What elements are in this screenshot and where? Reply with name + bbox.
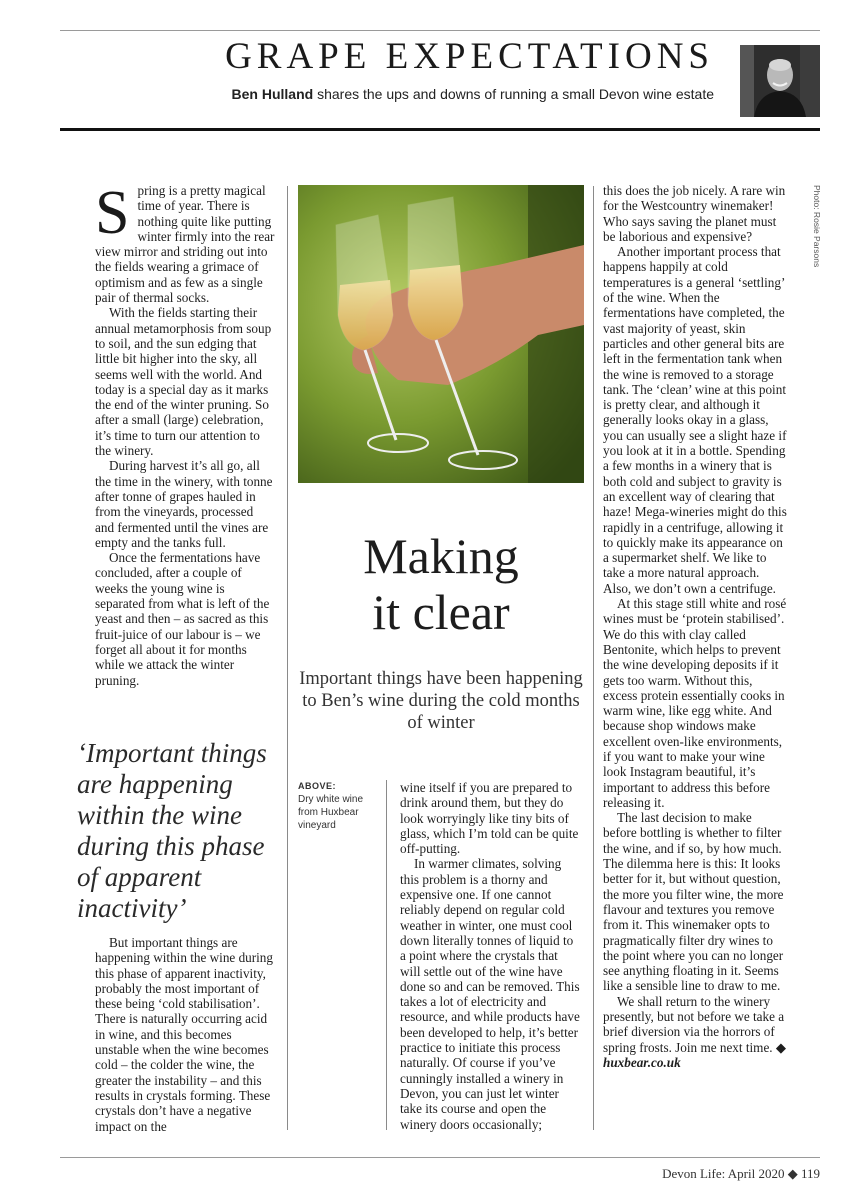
paragraph: this does the job nicely. A rare win for the Westcountry winemaker! Who says saving the planet must be laborious and expensive? [603,183,786,244]
author-name: Ben Hulland [231,86,314,102]
footer-rule [60,1157,820,1158]
headline [298,528,584,640]
paragraph: wine itself if you are prepared to drink around them, but they do look worryingly like tiny bits of glass, which I’m told can be quite off-putting. [400,780,579,857]
photo-caption [298,780,378,832]
photo-credit: Photo: Rosie Parsons [812,185,822,268]
column-divider [386,780,387,1130]
standfirst-text: shares the ups and downs of running a small Devon wine estate [313,86,714,102]
paragraph: But important things are happening within the wine during this phase of apparent inactivity, probably the most important of these being ‘cold stabilisation’. There is naturally occurring acid in wine, and this becomes unstable when the wine becomes cold – the colder the wine, the greater the instability – and this results in crystals forming. These crystals don’t have a negative impact on the [95,935,273,1134]
headline-line: Making [363,528,519,584]
headline-line: it clear [372,584,510,640]
paragraph: We shall return to the winery presently, but not before we take a brief diversion via the horrors of spring frosts. Join me next time. ◆ [603,993,787,1055]
caption-text: Dry white wine from Huxbear vineyard [298,794,364,831]
deck: Important things have been happening to Ben’s wine during the cold months of winter [299,669,583,733]
page-footer: Devon Life: April 2020 ◆ 119 [662,1166,820,1181]
section-title: GRAPE EXPECTATIONS [225,36,714,77]
paragraph: With the fields starting their annual metamorphosis from soup to soil, and the sun edging that little bit higher into the sky, all seems well with the world. And today is a special day as it marks the end of the winter pruning. So after a small (large) celebration, it’s time to turn our attention to the winery. [95,305,272,459]
top-rule [60,30,820,31]
paragraph: Another important process that happens happily at cold temperatures is a general ‘settling’ of the wine. When the fermentations have completed, the vast majority of yeast, skin particles and other general bits are left in the fermentation tank when the wine is removed to a storage tank. The ‘clean’ wine at this point is pretty clear, and although it generally looks okay in a glass, you can usually see a slight haze if you look at it in a bottle. Spending a few months in a winery that is both cold and subject to gravity is an excellent way of clearing that haze! Mega-wineries might do this rapidly in a centrifuge, allowing it to quickly make its appearance on a supermarket shelf. We like to take a more natural approach. Also, we don’t own a centrifuge. [603,244,787,596]
paragraph: pring is a pretty magical time of year. There is nothing quite like putting winter firmly into the rear view mirror and striding out into the fields wearing a grimace of optimism and as few as a single pair of thermal socks. [95,183,275,306]
column-divider [287,186,288,1130]
column-2 [400,780,580,1132]
column-divider [593,186,594,1130]
paragraph: During harvest it’s all go, all the time in the winery, with tonne after tonne of grapes hauled in from the vineyards, processed and fermented until the vines are empty and the tanks full. [95,458,273,550]
column-3 [603,183,787,1070]
pull-quote: ‘Important things are happening within the wine during this phase of apparent inactivity’ [77,738,267,923]
paragraph: The last decision to make before bottling is whether to filter the wine, and if so, by how much. The dilemma here is this: It looks better for it, but without question, the more you filter wine, the more flavour and textures you remove from it. This winemaker opts to pragmatically filter dry wines to the point where you can no longer see anything floating in it. Seems like a sensible line to draw to me. [603,810,784,994]
paragraph: Once the fermentations have concluded, after a couple of weeks the young wine is separated from what is left of the yeast and then – as sacred as this fruit-juice of our labour is – we forget all about it for months while we attack the winter pruning. [95,550,270,688]
drop-cap: S [95,179,130,247]
header-rule [60,128,820,131]
website-link[interactable]: huxbear.co.uk [603,1054,681,1070]
article-photo [298,185,584,483]
paragraph: At this stage still white and rosé wines must be ‘protein stabilised’. We do this with clay called Bentonite, which helps to prevent the wine developing deposits if it gets too warm. Without this, excess protein essentially cooks in warm wine, like egg white. And because shop windows make excellent oven-like environments, if you want to make your wine look Instagram beautiful, it’s important to address this before releasing it. [603,596,787,810]
column-1-lower [95,935,275,1134]
paragraph: In warmer climates, solving this problem is a thorny and expensive one. If one cannot reliably depend on regular cold weather in winter, one must cool down literally tonnes of liquid to a point where the crystals that will settle out of the wine have done so and can be removed. This takes a lot of electricity and resource, and while products have been developed to help, it’s better practice to initiate this process naturally. Of course if you’ve cunningly installed a winery in Devon, you can just let winter take its course and open the winery doors occasionally; [400,856,580,1132]
caption-label: ABOVE: [298,781,337,791]
column-1-top [95,179,275,688]
standfirst [232,86,714,102]
author-portrait [740,45,820,117]
